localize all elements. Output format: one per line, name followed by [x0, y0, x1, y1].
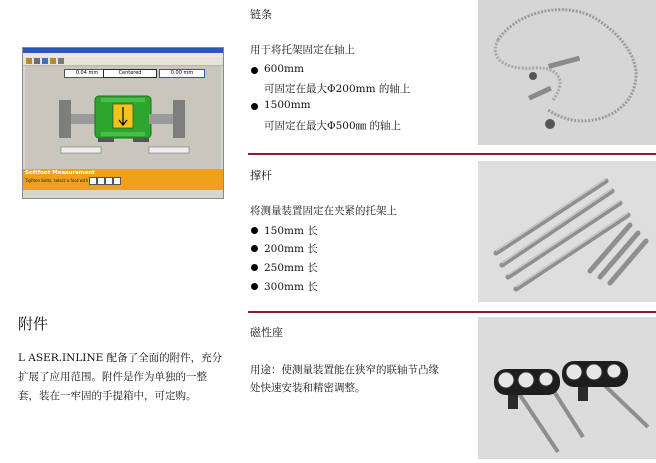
rod-length-item: 200mm 长	[264, 243, 318, 255]
magnetic-description-line: 用途：使测量装置能在狭窄的联轴节凸缘	[250, 364, 439, 376]
value-field-right: 0.00 mm	[159, 69, 205, 78]
section-divider	[248, 311, 656, 313]
value-field-mid: Centered	[103, 69, 157, 78]
coupling-left	[59, 100, 71, 138]
chain-description: 用于将托架固定在轴上	[250, 44, 355, 56]
accessories-heading: 附件	[18, 315, 49, 333]
status-bar	[23, 190, 223, 198]
magnetic-base-photo	[478, 317, 656, 459]
rods-photo	[478, 161, 656, 302]
button-left	[61, 147, 101, 153]
rod-length-item: 150mm 长	[264, 225, 318, 237]
motor-rib-top	[101, 98, 145, 102]
rod-length-item: 300mm 长	[264, 281, 318, 293]
software-screenshot	[22, 47, 224, 199]
section-divider	[248, 153, 656, 155]
chain-item-detail: 可固定在最大Φ500㎜ 的轴上	[264, 120, 401, 132]
rods-description: 将测量装置固定在夹紧的托架上	[250, 205, 397, 217]
rod-length-item: 250mm 长	[264, 262, 318, 274]
section-title-chain: 链条	[250, 8, 272, 21]
magnetic-base-illustration	[478, 317, 656, 459]
chain-illustration	[478, 0, 656, 145]
rods-illustration	[478, 161, 656, 302]
banner-subtitle: Tighten bolts, select a foot with	[25, 178, 89, 183]
foot-select-box[interactable]	[89, 177, 97, 185]
banner-title: Softfoot Measurement	[25, 170, 95, 176]
accessories-paragraph-line: 套，装在一牢固的手提箱中，可定购。	[18, 390, 197, 402]
bullet	[251, 103, 258, 110]
accessories-paragraph-line: 扩展了应用范围。附件是作为单独的一整	[18, 371, 207, 383]
motor-rib-bottom	[101, 132, 145, 136]
chain-item-label: 600mm	[264, 63, 304, 75]
bullet	[251, 67, 258, 74]
value-field-left: 0.04 mm	[64, 69, 110, 78]
foot-select-box[interactable]	[105, 177, 113, 185]
bullet	[251, 245, 258, 252]
foot-left	[98, 138, 114, 142]
bullet	[251, 264, 258, 271]
magnetic-description-line: 处快速安装和精密调整。	[250, 382, 366, 394]
button-right	[149, 147, 189, 153]
chain-photo	[478, 0, 656, 145]
chain-item-label: 1500mm	[264, 99, 311, 111]
section-title-rods: 撑杆	[250, 169, 272, 182]
section-title-magnetic-base: 磁性座	[250, 326, 283, 339]
bullet	[251, 283, 258, 290]
foot-right	[133, 138, 149, 142]
foot-select-box[interactable]	[97, 177, 105, 185]
accessories-paragraph-line: L ASER.INLINE 配备了全面的附件，充分	[18, 352, 223, 364]
coupling-right	[173, 100, 185, 138]
foot-select-box[interactable]	[113, 177, 121, 185]
chain-item-detail: 可固定在最大Φ200mm 的轴上	[264, 83, 411, 95]
bullet	[251, 227, 258, 234]
